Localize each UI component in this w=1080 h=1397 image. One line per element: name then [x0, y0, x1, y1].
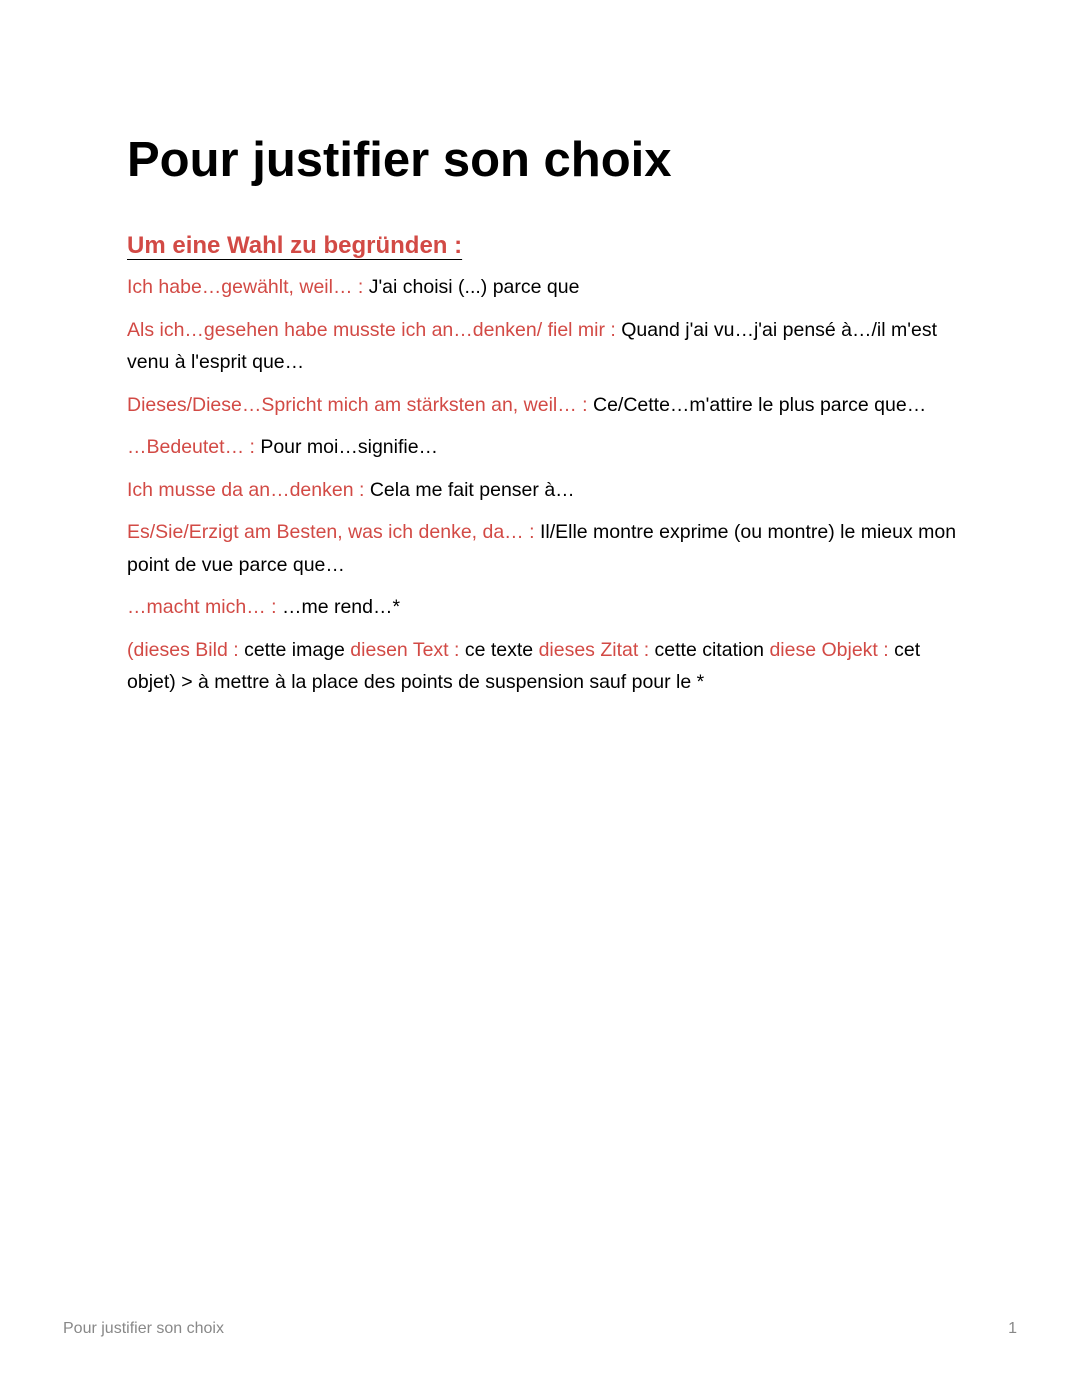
german-phrase: …macht mich… :: [127, 596, 282, 618]
note-french-texte: ce texte: [464, 638, 539, 661]
note-german-zitat: dieses Zitat :: [538, 638, 655, 661]
note-german-objekt: diese Objekt :: [769, 638, 895, 661]
note-french-objet: cet objet) > à mettre à la place des points de suspension sauf pour le *: [127, 638, 921, 693]
french-translation: Quand j'ai vu…j'ai pensé à…/il m'est venu à l'esprit que…: [127, 318, 937, 373]
note-german-text: diesen Text :: [350, 638, 465, 661]
german-phrase: Ich habe…gewählt, weil… :: [127, 276, 369, 298]
french-translation: Ce/Cette…m'attire le plus parce que…: [592, 393, 927, 416]
phrase-list: [127, 271, 957, 709]
footer-title: Pour justifier son choix: [63, 1320, 224, 1337]
page-title: Pour justifier son choix: [127, 133, 672, 187]
note-french-image: cette image: [244, 638, 351, 661]
phrase-entry: [127, 431, 957, 464]
german-phrase: Es/Sie/Erzigt am Besten, was ich denke, da… :: [127, 521, 540, 543]
french-translation: …me rend…*: [281, 596, 401, 618]
french-translation: J'ai choisi (...) parce que: [368, 276, 580, 298]
usage-note: [127, 634, 957, 699]
french-translation: Cela me fait penser à…: [369, 478, 575, 501]
section-heading: Um eine Wahl zu begründen :: [127, 232, 463, 259]
phrase-entry: [127, 474, 957, 507]
french-translation: Pour moi…signifie…: [260, 436, 439, 458]
phrase-entry: [127, 389, 957, 422]
phrase-entry: [127, 314, 957, 379]
german-phrase: …Bedeutet… :: [127, 436, 261, 458]
phrase-entry: [127, 591, 957, 624]
french-translation: Il/Elle montre exprime (ou montre) le mieux mon point de vue parce que…: [127, 521, 957, 576]
german-phrase: Ich musse da an…denken :: [127, 478, 370, 501]
phrase-entry: [127, 271, 957, 304]
german-phrase: Als ich…gesehen habe musste ich an…denken/ fiel mir :: [127, 318, 622, 341]
note-german-bild: (dieses Bild :: [127, 638, 245, 661]
phrase-entry: [127, 516, 957, 581]
german-phrase: Dieses/Diese…Spricht mich am stärksten an, weil… :: [127, 393, 593, 416]
page-number: 1: [1008, 1320, 1017, 1337]
note-french-citation: cette citation: [654, 638, 770, 661]
